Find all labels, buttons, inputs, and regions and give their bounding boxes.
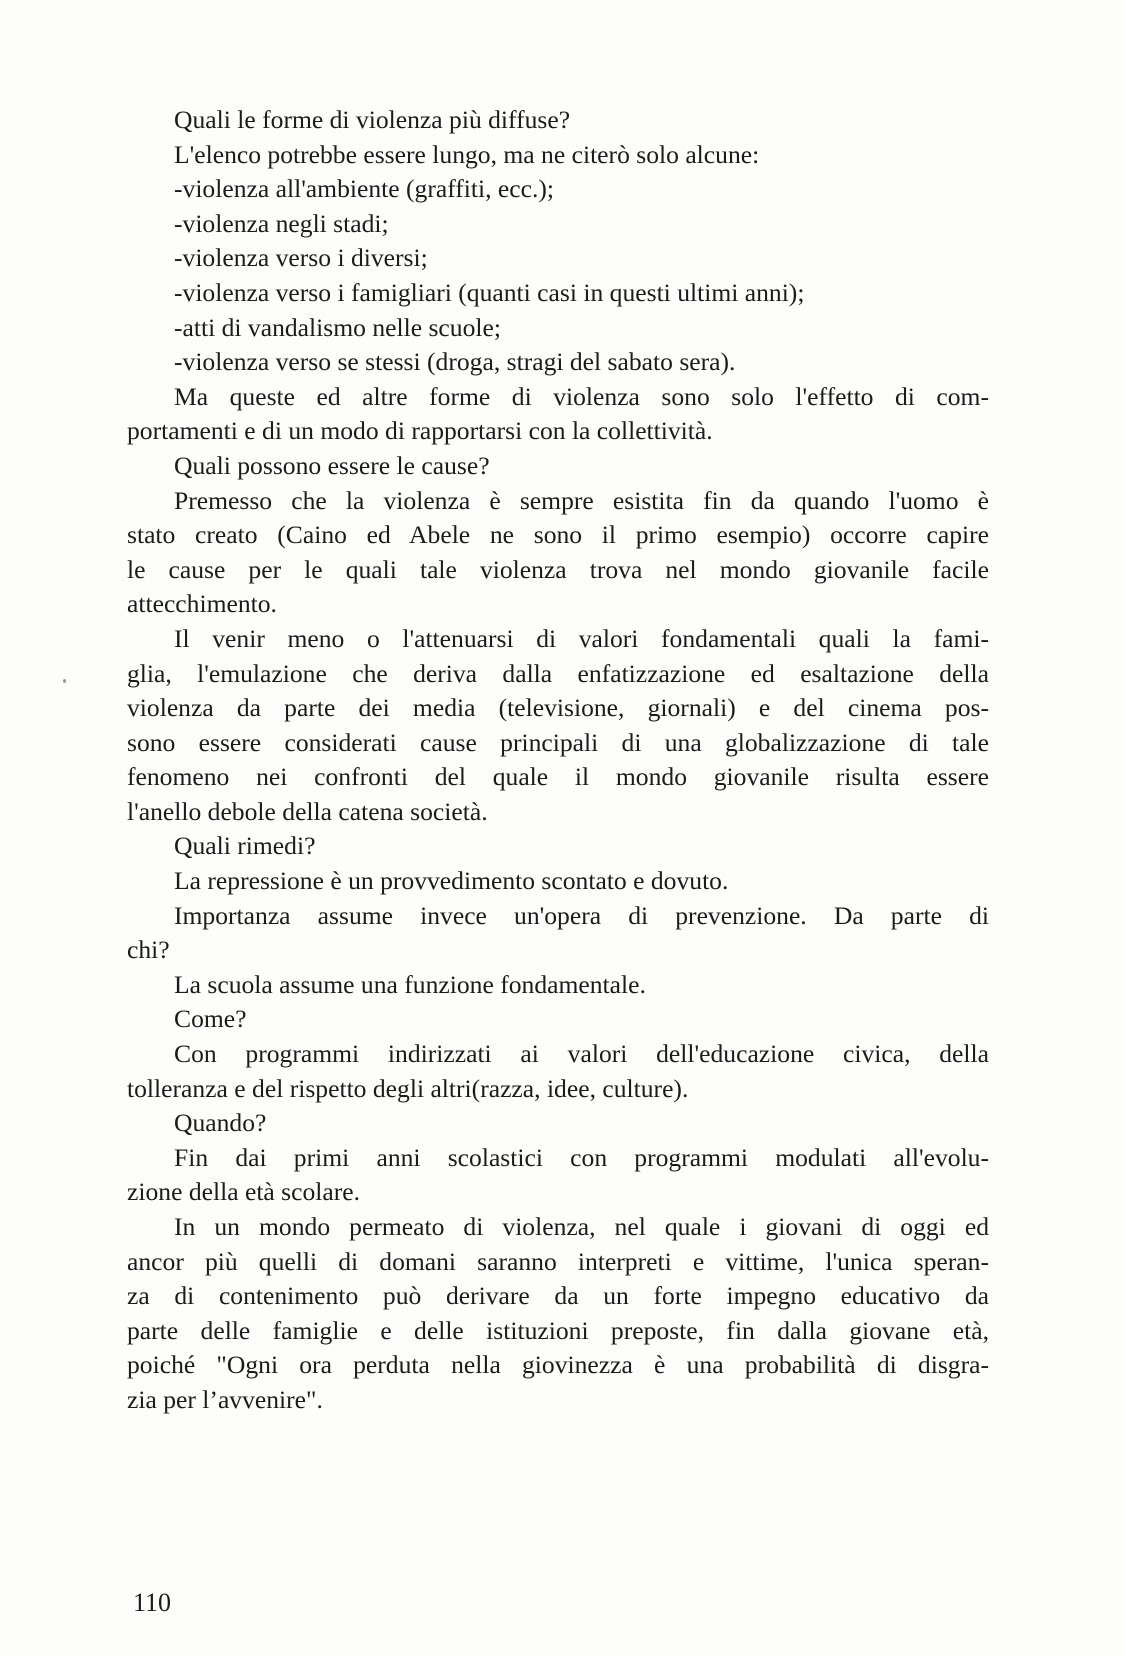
text-line: La scuola assume una funzione fondamentale.	[174, 969, 646, 999]
text-line: -violenza verso i famigliari (quanti casi in questi ultimi anni);	[174, 277, 805, 307]
text-line: Importanza assume invece un'opera di prevenzione. Da parte di	[174, 900, 989, 930]
text-line: parte delle famiglie e delle istituzioni preposte, fin dalla giovane età,	[127, 1315, 989, 1345]
text-line: portamenti e di un modo di rapportarsi con la collettività.	[127, 416, 713, 446]
text-line: La repressione è un provvedimento scontato e dovuto.	[174, 866, 729, 896]
text-line: za di contenimento può derivare da un forte impegno educativo da	[127, 1281, 989, 1311]
text-line: In un mondo permeato di violenza, nel quale i giovani di oggi ed	[174, 1212, 989, 1241]
text-line: poiché "Ogni ora perduta nella giovinezza è una probabilità di disgra-	[127, 1350, 989, 1380]
text-line: le cause per le quali tale violenza trova nel mondo giovanile facile	[127, 554, 989, 584]
text-line: Quali rimedi?	[174, 831, 316, 861]
text-line: Premesso che la violenza è sempre esistita fin da quando l'uomo è	[174, 485, 989, 515]
text-line: -violenza all'ambiente (graffiti, ecc.);	[174, 174, 555, 204]
text-line: l'anello debole della catena società.	[127, 796, 488, 826]
text-line: Quando?	[174, 1108, 267, 1138]
text-line: tolleranza e del rispetto degli altri(razza, idee, culture).	[127, 1073, 689, 1103]
text-line: Con programmi indirizzati ai valori dell'educazione civica, della	[174, 1039, 989, 1069]
text-line: L'elenco potrebbe essere lungo, ma ne citerò solo alcune:	[174, 139, 760, 169]
text-line: sono essere considerati cause principali di una globalizzazione di tale	[127, 727, 989, 757]
text-line: fenomeno nei confronti del quale il mondo giovanile risulta essere	[127, 762, 989, 792]
text-line: Il venir meno o l'attenuarsi di valori fondamentali quali la fami-	[174, 623, 989, 653]
text-line: ancor più quelli di domani saranno interpreti e vittime, l'unica speran-	[127, 1246, 989, 1276]
text-line: -atti di vandalismo nelle scuole;	[174, 312, 501, 342]
body-text	[127, 103, 989, 1418]
text-line: attecchimento.	[127, 589, 277, 619]
text-line: -violenza verso i diversi;	[174, 243, 428, 273]
text-line: Quali le forme di violenza più diffuse?	[174, 105, 571, 134]
text-line: violenza da parte dei media (televisione, giornali) e del cinema pos-	[127, 693, 989, 723]
page-number: 110	[133, 1588, 172, 1617]
text-line: Come?	[174, 1004, 247, 1034]
text-line: Quali possono essere le cause?	[174, 450, 490, 480]
text-line: Ma queste ed altre forme di violenza sono solo l'effetto di com-	[174, 381, 989, 411]
text-line: Fin dai primi anni scolastici con programmi modulati all'evolu-	[174, 1142, 989, 1172]
text-line: zia per l’avvenire".	[127, 1384, 323, 1414]
text-line: chi?	[127, 935, 170, 965]
text-line: zione della età scolare.	[127, 1177, 361, 1207]
text-line: -violenza verso se stessi (droga, stragi del sabato sera).	[174, 347, 736, 377]
text-line: glia, l'emulazione che deriva dalla enfatizzazione ed esaltazione della	[127, 658, 989, 688]
text-line: stato creato (Caino ed Abele ne sono il primo esempio) occorre capire	[127, 520, 989, 550]
paper-speck	[63, 679, 66, 683]
text-line: -violenza negli stadi;	[174, 208, 389, 238]
